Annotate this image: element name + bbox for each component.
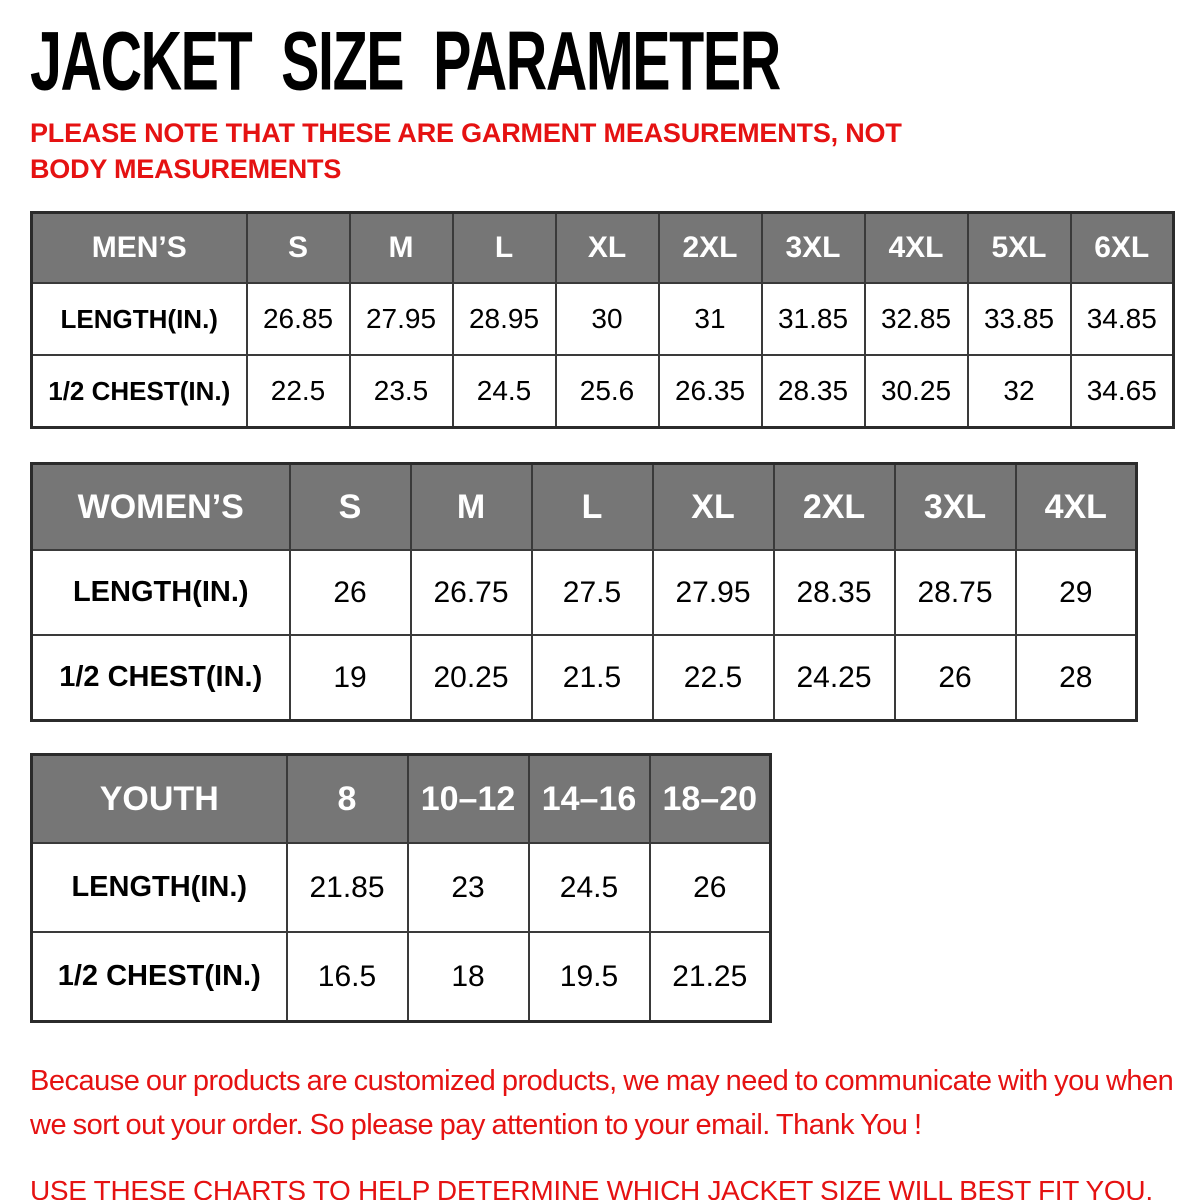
size-column-header: 3XL — [895, 464, 1016, 551]
row-label: 1/2 CHEST(IN.) — [32, 635, 290, 721]
size-column-header: 2XL — [774, 464, 895, 551]
table-title-cell-youth: YOUTH — [32, 755, 287, 844]
size-value-cell: 34.85 — [1071, 283, 1174, 355]
customization-notice: Because our products are customized products, we may need to communicate with you when we sort out your order. So please pay attention to your email. Thank You ! — [30, 1065, 1174, 1142]
size-value-cell: 26.75 — [411, 550, 532, 635]
header-row — [32, 213, 1174, 284]
size-value-cell: 31.85 — [762, 283, 865, 355]
size-column-header: 4XL — [865, 213, 968, 284]
measurement-row — [32, 635, 1137, 721]
header-row — [32, 755, 771, 844]
size-value-cell: 18 — [408, 932, 529, 1022]
row-label: LENGTH(IN.) — [32, 283, 247, 355]
size-column-header: S — [290, 464, 411, 551]
table-title-cell-womens: WOMEN’S — [32, 464, 290, 551]
size-column-header: M — [411, 464, 532, 551]
size-value-cell: 24.5 — [453, 355, 556, 428]
measurement-row — [32, 283, 1174, 355]
size-value-cell: 20.25 — [411, 635, 532, 721]
size-column-header: 18–20 — [650, 755, 771, 844]
size-value-cell: 27.95 — [653, 550, 774, 635]
size-value-cell: 21.25 — [650, 932, 771, 1022]
size-column-header: 5XL — [968, 213, 1071, 284]
size-column-header: 6XL — [1071, 213, 1174, 284]
size-column-header: XL — [556, 213, 659, 284]
size-value-cell: 24.5 — [529, 843, 650, 932]
page-title-text: JACKET SIZE PARAMETER — [30, 15, 780, 108]
size-value-cell: 26.85 — [247, 283, 350, 355]
row-label: LENGTH(IN.) — [32, 550, 290, 635]
size-table-mens — [30, 211, 1175, 429]
size-column-header: 14–16 — [529, 755, 650, 844]
size-value-cell: 19.5 — [529, 932, 650, 1022]
size-value-cell: 32.85 — [865, 283, 968, 355]
size-value-cell: 33.85 — [968, 283, 1071, 355]
size-value-cell: 16.5 — [287, 932, 408, 1022]
size-table-womens — [30, 462, 1138, 722]
size-value-cell: 29 — [1016, 550, 1137, 635]
measurement-row — [32, 550, 1137, 635]
size-column-header: 10–12 — [408, 755, 529, 844]
size-value-cell: 32 — [968, 355, 1071, 428]
size-value-cell: 21.85 — [287, 843, 408, 932]
size-value-cell: 31 — [659, 283, 762, 355]
measurement-row — [32, 355, 1174, 428]
row-label: 1/2 CHEST(IN.) — [32, 932, 287, 1022]
size-value-cell: 22.5 — [247, 355, 350, 428]
page-title — [30, 15, 1200, 108]
size-column-header: M — [350, 213, 453, 284]
measurement-row — [32, 932, 771, 1022]
size-value-cell: 27.5 — [532, 550, 653, 635]
size-value-cell: 30 — [556, 283, 659, 355]
size-column-header: 2XL — [659, 213, 762, 284]
chart-usage-note: USE THESE CHARTS TO HELP DETERMINE WHICH JACKET SIZE WILL BEST FIT YOU. — [30, 1175, 1153, 1200]
table-title-cell-mens: MEN’S — [32, 213, 247, 284]
size-tables-container — [30, 211, 1200, 1023]
size-value-cell: 34.65 — [1071, 355, 1174, 428]
header-row — [32, 464, 1137, 551]
size-value-cell: 27.95 — [350, 283, 453, 355]
size-value-cell: 28.35 — [762, 355, 865, 428]
size-value-cell: 30.25 — [865, 355, 968, 428]
size-value-cell: 28 — [1016, 635, 1137, 721]
size-table-youth — [30, 753, 772, 1023]
measurement-row — [32, 843, 771, 932]
size-value-cell: 21.5 — [532, 635, 653, 721]
size-column-header: 8 — [287, 755, 408, 844]
size-value-cell: 26 — [650, 843, 771, 932]
size-column-header: L — [453, 213, 556, 284]
size-value-cell: 19 — [290, 635, 411, 721]
size-column-header: 3XL — [762, 213, 865, 284]
size-value-cell: 26 — [290, 550, 411, 635]
size-column-header: 4XL — [1016, 464, 1137, 551]
size-value-cell: 25.6 — [556, 355, 659, 428]
size-value-cell: 28.75 — [895, 550, 1016, 635]
size-column-header: XL — [653, 464, 774, 551]
row-label: 1/2 CHEST(IN.) — [32, 355, 247, 428]
size-value-cell: 23 — [408, 843, 529, 932]
garment-measurement-note: PLEASE NOTE THAT THESE ARE GARMENT MEASUREMENTS, NOT BODY MEASUREMENTS — [30, 118, 902, 184]
size-value-cell: 22.5 — [653, 635, 774, 721]
size-value-cell: 26.35 — [659, 355, 762, 428]
size-value-cell: 26 — [895, 635, 1016, 721]
size-column-header: L — [532, 464, 653, 551]
size-value-cell: 24.25 — [774, 635, 895, 721]
size-value-cell: 28.35 — [774, 550, 895, 635]
size-column-header: S — [247, 213, 350, 284]
size-value-cell: 28.95 — [453, 283, 556, 355]
row-label: LENGTH(IN.) — [32, 843, 287, 932]
size-value-cell: 23.5 — [350, 355, 453, 428]
